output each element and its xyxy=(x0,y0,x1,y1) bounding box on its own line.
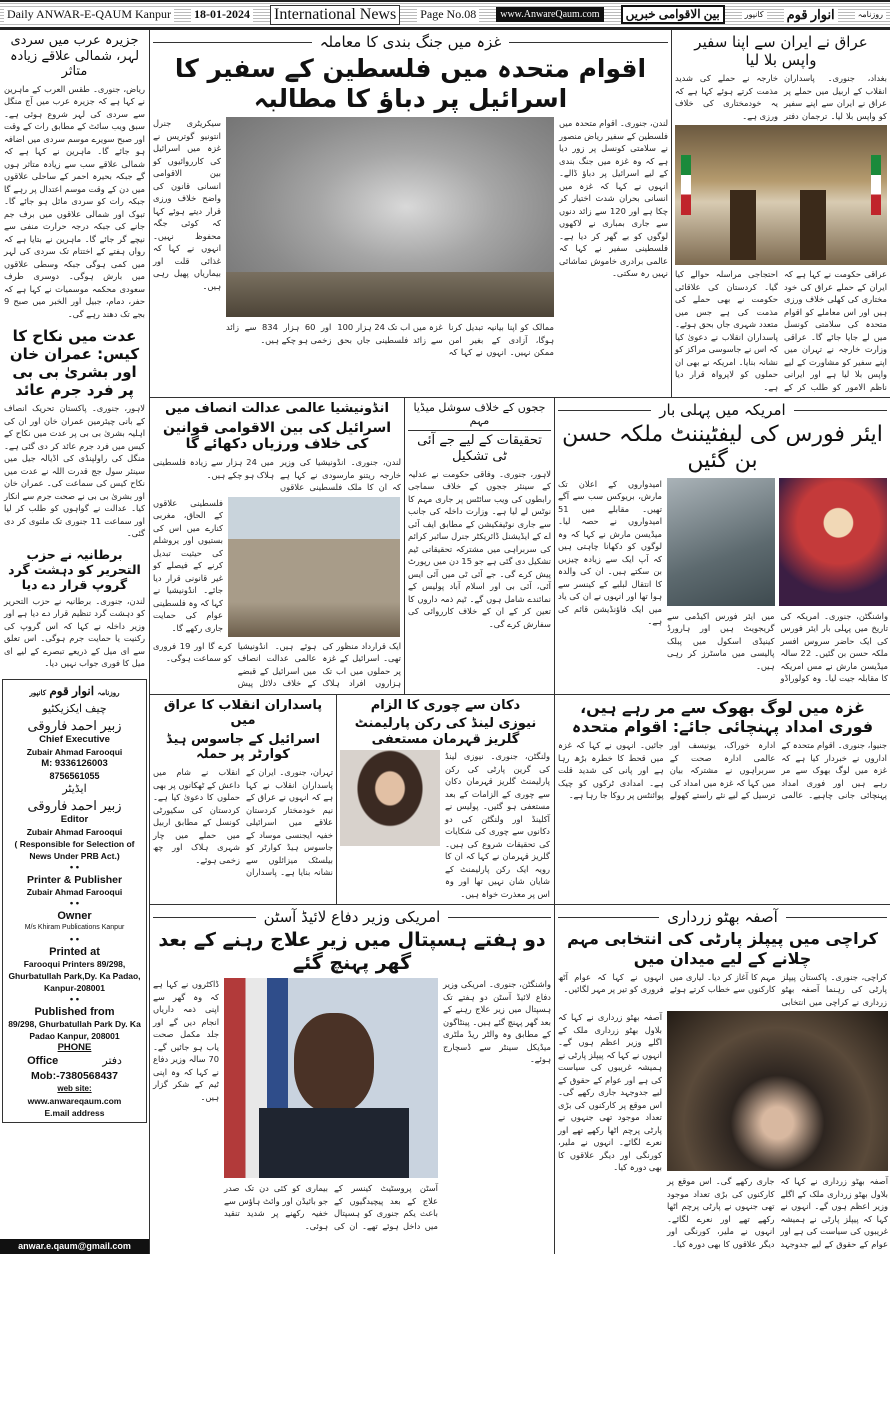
article-iraq xyxy=(671,30,890,397)
office-urdu: دفتر xyxy=(102,1054,122,1067)
website-label: web site: xyxy=(57,1083,92,1093)
editor-label: Editor xyxy=(60,813,89,825)
paper-name: انوار قوم xyxy=(49,683,95,698)
indonesia-body-1: لندن، جنوری۔ انڈونیشیا کی وزیر خارجہ ریتنو مارسودی نے کہا ہے کہ ان کا ملک فلسطینی علاقوں میں 24 ہزار سے زیادہ فلسطینی ہلاک ہو چکے ہیں۔ xyxy=(153,457,401,493)
sidebar xyxy=(0,30,150,1254)
printer-name: Zubair Ahmad Farooqui xyxy=(26,886,123,897)
iraq-headline: عراق نے ایران سے اپنا سفیر واپس بلا لیا xyxy=(694,33,868,69)
article-asifa xyxy=(554,905,890,1254)
austin-photo xyxy=(224,978,438,1178)
imran-body: لاہور، جنوری۔ پاکستان تحریک انصاف کے بانی چیئرمین عمران خان اور ان کی اہلیہ بشریٰ بی بی پر عدت میں نکاح کے کیس میں فرد جرم عائد کر دی گئی ہے۔ منگل کی راولپنڈی کی اڈیالہ جیل میں سینئر سول جج قدرت اللہ نے عدت میں نکاح کیس کی سماعت کی۔ عمران خان اور بشریٰ بی بی نے صحت جرم سے انکار کیا۔ عدالت نے گواہوں کو طلب کر لیا اور سماعت 11 جنوری تک ملتوی کر دی گئی۔ xyxy=(4,403,145,539)
irgc-headline: اسرائیل کے جاسوس ہیڈ کوارٹر پر حملہ xyxy=(166,731,320,763)
asifa-body-2-cont: آصفہ بھٹو زرداری نے کہا کہ بلاول بھٹو زرداری ملک کے اگلے وزیر اعظم ہوں گے۔ انہوں نے کہا کہ پیپلز پارٹی نے ہمیشہ غریبوں کی سیاست کی ہے اور عوام کے حقوق کے لیے جدوجہد جاری رکھے گی۔ اس موقع پر کارکنوں کی بڑی تعداد موجود تھی جنہوں نے پارٹی پرچم اٹھا رکھے تھے اور نعرے لگائے۔ انہوں نے ملیر، کورنگی اور دیگر علاقوں کا بھی دورہ کیا۔ xyxy=(667,1176,888,1249)
austin-kicker: امریکی وزیر دفاع لائیڈ آسٹن xyxy=(153,908,551,926)
judges-kicker: ججوں کے خلاف سوشل میڈیا مہم xyxy=(413,401,546,428)
un-body-1: لندن، جنوری۔ اقوام متحدہ میں فلسطین کے سفیر ریاض منصور نے سلامتی کونسل پر زور دیا ہے کہ وہ غزہ میں جنگ بندی کے لیے اسرائیل پر دباؤ ڈالے۔ انہوں نے کہا کہ غزہ میں انسانی بحران شدت اختیار کر چکا ہے اور 120 سے زائد دنوں سے جاری بمباری نے لاکھوں لوگوں کو بے گھر کر دیا ہے۔ فلسطینی سفیر نے کہا کہ عالمی برادری خاموش تماشائی نہیں رہ سکتی۔ xyxy=(559,118,668,278)
email[interactable]: anwar.e.qaum@gmail.com xyxy=(0,1239,149,1254)
daily-name: Daily ANWAR-E-QAUM Kanpur xyxy=(4,7,174,22)
chief-exec-label: Chief Executive xyxy=(39,733,110,745)
page-header xyxy=(0,0,890,30)
published-label: Published from xyxy=(34,1005,115,1018)
article-un xyxy=(150,30,671,397)
nz-mp-photo xyxy=(340,750,440,846)
phone-label: PHONE xyxy=(57,1041,92,1053)
section-title: International News xyxy=(270,5,400,25)
paper-name-urdu: انوار قوم xyxy=(784,7,838,23)
cold-headline: جزیرہ عرب میں سردی لہر، شمالی علاقے زیادہ متاثر xyxy=(9,33,140,80)
daily-urdu: روزنامہ xyxy=(855,10,886,19)
article-austin xyxy=(150,905,554,1254)
airforce-pilot-photo xyxy=(667,478,775,606)
daily-urdu: روزنامہ xyxy=(97,689,120,697)
judges-headline: تحقیقات کے لیے جے آئی ٹی تشکیل xyxy=(408,430,551,464)
pageant-photo xyxy=(779,478,887,606)
printed-address: Farooqui Printers 89/298, Ghurbatullah Park,Dy. Ka Padao, Kanpur-208001 xyxy=(8,958,141,993)
article-airforce xyxy=(554,398,890,694)
editor-name-urdu: زبیر احمد فاروقی xyxy=(27,797,122,813)
office-label: Office xyxy=(27,1054,59,1067)
published-address: 89/298, Ghurbatullah Park Dy. Ka Padao Kanpur, 208001 xyxy=(8,1018,141,1041)
city-urdu: کانپور xyxy=(29,689,47,697)
section-title-urdu: بین الاقوامی خبریں xyxy=(621,5,725,24)
airforce-body-2: امیدواروں کے اعلان تک مارش، بریوکس سب سے آگے تھیں۔ مقابلے میں 51 امیدواروں نے حصہ لیا۔ میڈیسن مارش نے کہا کہ وہ لوگوں کو دکھانا چاہتی ہیں کہ آپ ایک سے زیادہ چیزیں بن سکتے ہیں۔ ان کی والدہ کا انتقال لبلبے کے کینسر سے ہوا تھا اور انہوں نے ان کی یاد میں ایک فاؤنڈیشن قائم کی ہے۔ xyxy=(558,478,662,627)
un-kicker: غزہ میں جنگ بندی کا معاملہ xyxy=(153,33,668,51)
cold-body: ریاض، جنوری۔ طقس العرب کے ماہرین نے کہا ہے کہ جزیرہ عرب میں آج منگل سے سردی کی لہر شروع ہوئی ہے۔ سبق ویب سائٹ کے مطابق رات کے وقت اور صبح سویرے موسم سردی میں اضافہ ہو جائے گا۔ ماہرین نے کہا ہے کہ شمالی علاقے سب سے زیادہ متاثر ہوں گے جبکہ بحیرہ احمر کے ساحلی علاقوں میں دن کے وقت موسم اعتدال پر رہے گا جبکہ رات کو سردی مائل ہو جائے گا۔ تبوک اور شمالی علاقوں میں برف جم جانے کی جبکہ درجہ حرارت منفی سے نیچے گر جائے گا۔ ماہرین نے بتایا ہے کہ رواں ہفتے کے اختتام تک سردی کی لہر میں کمی ہوگی جبکہ وسطی علاقوں میں بارش ہوگی۔ دوسری طرف سعودی محکمہ موسمیات نے کہا ہے کہ حفر، دمام، جبیل اور الخبر میں صبح 9 بجے تک دھند رہے گی۔ xyxy=(4,83,145,319)
irgc-body: تہران، جنوری۔ ایران کے پاسداران انقلاب نے کہا ہے کہ انہوں نے عراق کے نیم خودمختار کردستان علاقے میں اسرائیلی خفیہ ایجنسی موساد کے جاسوس ہیڈ کوارٹر کو بیلسٹک میزائلوں سے نشانہ بنایا ہے۔ پاسداران انقلاب نے شام میں داعش کے ٹھکانوں پر بھی حملوں کا دعویٰ کیا ہے۔ کردستان کی سکیورٹی کونسل کے مطابق اربیل میں حملے میں چار شہری ہلاک اور چھ زخمی ہوئے۔ xyxy=(153,767,333,878)
article-gaza-hunger xyxy=(554,695,890,905)
asifa-body-1: کراچی، جنوری۔ پاکستان پیپلز پارٹی کی رہنما آصفہ بھٹو زرداری نے کراچی میں انتخابی مہم کا آغاز کر دیا۔ لیاری میں کارکنوں سے خطاب کرتے ہوئے انہوں نے کہا کہ عوام آٹھ فروری کو تیر پر مہر لگائیں۔ xyxy=(558,971,887,1007)
airforce-body-1: واشنگٹن، جنوری۔ امریکہ کی تاریخ میں پہلی بار ایئر فورس کی ایک حاضر سروس افسر ملکہ حسن بن گئیں۔ 22 سالہ میڈیسن مارش نے مس امریکہ کا مقابلہ جیت لیا۔ وہ کولوراڈو میں ایئر فورس اکیڈمی سے گریجویٹ ہیں اور ہارورڈ کینیڈی اسکول میں پبلک پالیسی میں ماسٹرز کر رہی ہیں۔ xyxy=(667,610,888,684)
name-urdu: زبیر احمد فاروقی xyxy=(27,717,122,733)
austin-body-1: واشنگٹن، جنوری۔ امریکی وزیر دفاع لائیڈ آسٹن دو ہفتے تک ہسپتال میں زیر علاج رہنے کے بعد گھر پہنچ گئے ہیں۔ پینٹاگون کے مطابق وہ والٹر ریڈ ملٹری میڈیکل سینٹر سے ڈسچارج ہوئے۔ xyxy=(443,979,551,1065)
nz-headline: نیوزی لینڈ کی رکن پارلیمنٹ گلریز قہرمان مستعفی xyxy=(354,716,537,747)
nz-body: ولنگٹن، جنوری۔ نیوزی لینڈ کی گرین پارٹی کی رکن پارلیمنٹ گلریز قہرمان دکان سے چوری کے الزامات کے بعد مستعفی ہو گئیں۔ پولیس نے آکلینڈ اور ولنگٹن کی دو دکانوں سے چوری کی شکایات کی تحقیقات شروع کی ہیں۔ گلریز قہرمان نے کہا کہ ان کا رویہ ایک رکن پارلیمنٹ کے شایان شان نہیں تھا اور وہ اس پر معذرت خواہ ہیں۔ xyxy=(445,751,550,899)
website[interactable]: www.anwareqaum.com xyxy=(27,1095,122,1106)
irgc-kicker: پاسداران انقلاب کا عراق میں xyxy=(163,697,323,729)
gaza-hunger-headline: غزہ میں لوگ بھوک سے مر رہے ہیں، فوری امداد پہنچائی جائے: اقوام متحدہ xyxy=(571,697,874,736)
asifa-rally-photo xyxy=(667,1011,888,1171)
un-headline: اقوام متحدہ میں فلسطین کے سفیر کا اسرائیل پر دباؤ کا مطالبہ xyxy=(174,54,647,113)
owner-label: Owner xyxy=(57,909,92,922)
austin-body-3: ڈاکٹروں نے کہا ہے کہ وہ گھر سے اپنی ذمہ داریاں انجام دیں گے اور جلد مکمل صحت یاب ہو جائیں گے۔ 70 سالہ وزیر دفاع نے کہا کہ وہ اپنی ٹیم کے شکر گزار ہیں۔ xyxy=(153,979,219,1102)
indonesia-body-3: فلسطینی علاقوں کے الحاق، مغربی کنارے میں اس کی بستیوں اور یروشلم کی حیثیت تبدیل کرنے کے فیصلے کو غیر قانونی قرار دیا جائے۔ انڈونیشیا نے کہا کہ وہ فلسطینی عوام کی حمایت جاری رکھے گا۔ xyxy=(153,497,223,633)
website[interactable]: www.AnwareQaum.com xyxy=(496,7,603,22)
indonesia-headline: اسرائیل کی بین الاقوامی قوانین کی خلاف ورزیاں دکھائے گا xyxy=(162,419,392,453)
article-indonesia xyxy=(150,398,404,694)
indonesia-rubble-photo xyxy=(228,497,400,637)
imran-headline: عدت میں نکاح کا کیس: عمران خان اور بشریٰ بی بی پر فرد جرم عائد xyxy=(9,327,140,400)
mobile-2: 8756561055 xyxy=(49,770,100,781)
austin-headline: دو ہفتے ہسپتال میں زیر علاج رہنے کے بعد گھر پہنچ گئے xyxy=(158,929,546,975)
asifa-headline: کراچی میں پیپلز پارٹی کی انتخابی مہم چلانے کے لیے میدان میں xyxy=(567,929,878,968)
email-label: E.mail address xyxy=(44,1107,105,1118)
city-urdu: کانپور xyxy=(742,10,767,19)
article-nz xyxy=(336,695,554,905)
chief-exec-urdu: چیف ایکزیکٹیو xyxy=(42,702,107,715)
prb-note: ( Responsible for Selection of News Under PRB Act.) xyxy=(14,838,135,861)
office-mobile: Mob:-7380568437 xyxy=(31,1069,118,1082)
issue-date: 18-01-2024 xyxy=(191,7,253,22)
indonesia-body-2: ایک قرارداد منظور کی تھی۔ اسرائیل کے غزہ پر حملوں میں اب تک ہزاروں افراد ہلاک ہوئے ہیں۔ انڈونیشیا عالمی عدالت انصاف میں اسرائیل کے قبضے کے خلاف دلائل پیش کرے گا اور 19 فروری کو سماعت ہوگی۔ xyxy=(153,640,401,689)
airforce-kicker: امریکہ میں پہلی بار xyxy=(558,401,887,419)
uk-body: لندن، جنوری۔ برطانیہ نے حزب التحریر کو دہشت گرد تنظیم قرار دے دیا ہے اور وزیر داخلہ نے کہا کہ اس گروپ کی رکنیت یا حمایت جرم ہوگی۔ اس تعلق سے ای میل کے ذریعے تبصرے کے لیے ای میل کا فوری جواب نہیں دیا۔ xyxy=(4,595,145,669)
editor-urdu: ایڈیٹر xyxy=(62,782,87,795)
airforce-headline: ایئر فورس کی لیفٹیننٹ ملکہ حسن بن گئیں xyxy=(562,422,883,474)
indonesia-kicker: انڈونیشیا عالمی عدالت انصاف میں xyxy=(165,401,389,416)
uk-headline: برطانیہ نے حزب التحریر کو دہشت گرد گروپ قرار دے دیا xyxy=(8,546,141,592)
article-judges xyxy=(404,398,554,694)
nz-kicker: دکان سے چوری کا الزام xyxy=(370,697,521,713)
un-body-2: سیکریٹری جنرل انتونیو گوتریس نے غزہ میں اسرائیل کی کارروائیوں کو بین الاقوامی انسانی قانون کی واضح خلاف ورزی قرار دیتے ہوئے کہا کہ کوئی جگہ محفوظ نہیں۔ انہوں نے کہا کہ غذائی قلت اور بیماریاں پھیل رہی ہیں۔ xyxy=(153,118,221,291)
article-irgc xyxy=(150,695,336,905)
un-body-3: ممالک کو اپنا بیانیہ تبدیل کرنا ہوگا، آزادی کے بغیر امن ممکن نہیں۔ انہوں نے کہا کہ غزہ میں اب تک 24 ہزار 100 سے زائد فلسطینی جاں بحق اور 60 ہزار 834 سے زائد زخمی ہو چکے ہیں۔ xyxy=(226,322,554,357)
asifa-body-2: آصفہ بھٹو زرداری نے کہا کہ بلاول بھٹو زرداری ملک کے اگلے وزیر اعظم ہوں گے۔ انہوں نے کہا کہ پیپلز پارٹی نے ہمیشہ غریبوں کی سیاست کی ہے اور عوام کے حقوق کے لیے جدوجہد جاری رکھے گی۔ اس موقع پر کارکنوں کی بڑی تعداد موجود تھی جنہوں نے پارٹی پرچم اٹھا رکھے تھے اور نعرے لگائے۔ انہوں نے ملیر، کورنگی اور دیگر علاقوں کا بھی دورہ کیا۔ xyxy=(558,1012,662,1173)
iraq-body-1: بغداد، جنوری۔ پاسداران انقلاب کے اربیل میں حملے پر عراق نے ایران سے اپنے سفیر کو واپس بلا لیا۔ ترجمان دفتر خارجہ نے حملے کی شدید مذمت کرتے ہوئے کہا ہے کہ یہ خودمختاری کی خلاف ورزی ہے۔ xyxy=(675,73,887,121)
gaza-hunger-body: جنیوا، جنوری۔ اقوام متحدہ کے اداروں نے خبردار کیا ہے کہ غزہ میں لوگ بھوک سے مر رہے ہیں اور فوری امداد پہنچائی جانی چاہیے۔ عالمی ادارہ خوراک، یونیسف اور عالمی ادارہ صحت کے سربراہوں نے مشترکہ بیان میں کہا کہ غزہ میں امداد کی ترسیل کے لیے نئے راستے کھولے جائیں۔ انہوں نے کہا کہ غزہ میں قحط کا خطرہ بڑھ رہا ہے اور پانی کی شدید قلت ہے۔ امدادی ٹرکوں کو چیک پوائنٹس پر روکا جا رہا ہے۔ xyxy=(558,740,887,801)
austin-body-2: آسٹن پروسٹیٹ کینسر کے علاج کے بعد پیچیدگیوں کے باعث یکم جنوری کو ہسپتال میں داخل ہوئے تھے۔ ان کی بیماری کو کئی دن تک صدر جو بائیڈن اور وائٹ ہاؤس سے خفیہ رکھنے پر شدید تنقید ہوئی۔ xyxy=(224,1183,438,1231)
chief-exec-name: Zubair Ahmad Farooqui xyxy=(26,746,123,757)
editor-name: Zubair Ahmad Farooqui xyxy=(26,826,123,837)
iraq-photo xyxy=(675,125,887,265)
asifa-kicker: آصفہ بھٹو زرداری xyxy=(558,908,887,926)
owner: M/s Khiram Publications Kanpur xyxy=(24,923,125,931)
page-number: Page No.08 xyxy=(417,7,479,22)
printer-label: Printer & Publisher xyxy=(26,873,123,886)
masthead-box: روزنامہ انوار قوم کانپور چیف ایکزیکٹیو زبیر احمد فاروقی Chief Executive Zubair Ahmad Farooqui M: 9336126003 8756561055 ایڈیٹر زبیر احمد فاروقی Editor Zubair Ahmad Farooqui ( Responsible for Selection of News Under PRB Act.) • • Printer & Publisher Zubair Ahmad Farooqui • • Owner M/s Khiram Publications Kanpur • • Printed at Farooqui Printers 89/298, Ghurbatullah Park,Dy. Ka Padao, Kanpur-208001 • • Published from 89/298, Ghurbatullah Park Dy. Ka Padao Kanpur, 208001 PHONE Office دفتر Mob:-7380568437 web site: www.anwareqaum.com E.mail address xyxy=(2,679,147,1123)
iraq-body-2: عراقی حکومت نے کہا ہے کہ ایران کے حملے عراق کی خود مختاری کی کھلی خلاف ورزی ہیں اور اس معاملے کو اقوام متحدہ کی سلامتی کونسل میں لے جایا جائے گا۔ عراقی وزارت خارجہ نے تہران میں اپنے سفیر کو مشاورت کے لیے واپس بلا لیا ہے اور ایرانی ناظم الامور کو طلب کر کے احتجاجی مراسلہ حوالے کیا گیا۔ کردستان کی علاقائی حکومت نے بھی حملے کی مذمت کی ہے جس میں متعدد شہری جاں بحق ہوئے۔ پاسداران انقلاب نے دعویٰ کیا کہ اس نے جاسوسی مراکز کو نشانہ بنایا۔ امریکہ نے بھی ان حملوں کو لاپرواہ قرار دیا ہے۔ xyxy=(675,269,887,392)
mobile-1: M: 9336126003 xyxy=(41,757,108,769)
printed-label: Printed at xyxy=(49,945,100,958)
un-gaza-photo xyxy=(226,117,554,317)
judges-body: لاہور، جنوری۔ وفاقی حکومت نے عدلیہ کے سینئر ججوں کے خلاف سماجی رابطوں کی ویب سائٹس پر جاری مہم کا نوٹس لے لیا ہے۔ وزارت داخلہ کی جانب سے جاری نوٹیفکیشن کے مطابق ایف آئی اے کے ایڈیشنل ڈائریکٹر جنرل سائبر کرائم کی سربراہی میں مشترکہ تحقیقاتی ٹیم تشکیل دی گئی ہے جو 15 دن میں رپورٹ پیش کرے گی۔ جے آئی ٹی میں آئی ایس آئی، آئی بی اور اسلام آباد پولیس کے نمائندے شامل ہوں گے۔ ٹیم ذمہ داروں کا تعین کر کے ان کے خلاف کارروائی کی سفارش کرے گی۔ xyxy=(408,468,551,629)
